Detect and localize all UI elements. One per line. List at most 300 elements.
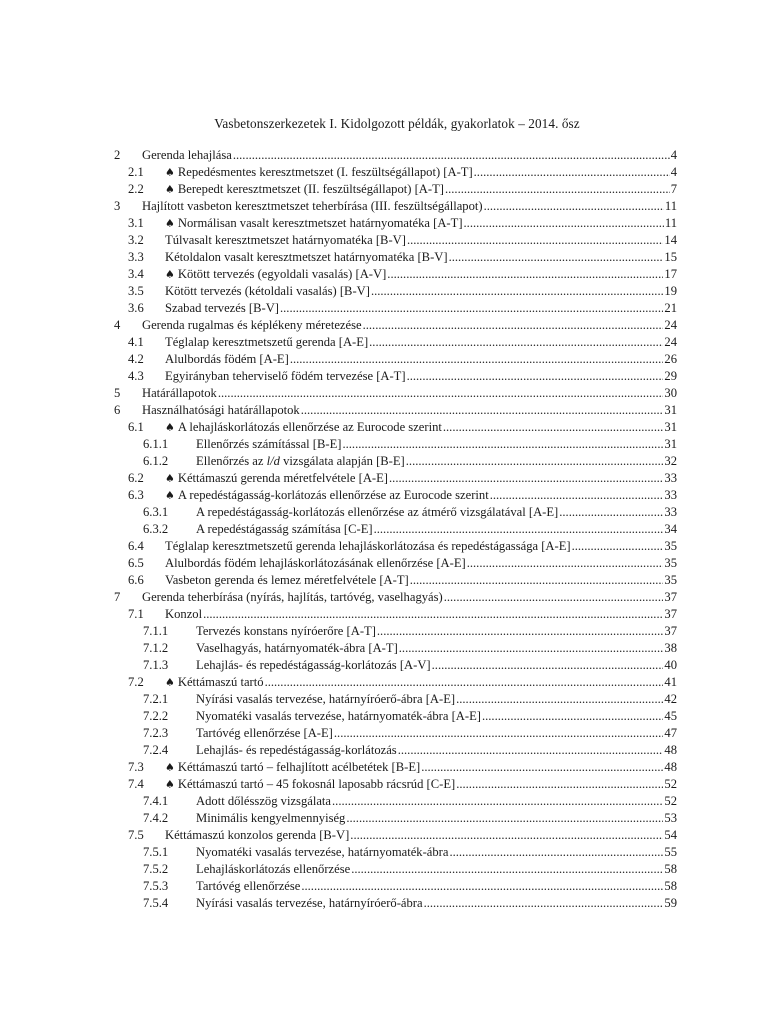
toc-entry[interactable]	[0, 742, 768, 759]
toc-entry-title-text: Alulbordás födém lehajláskorlátozásának ellenőrzése [A-E]	[165, 556, 466, 570]
toc-entry-body	[196, 742, 677, 759]
toc-entry[interactable]	[0, 266, 768, 283]
toc-entry-body	[196, 691, 677, 708]
toc-entry[interactable]	[0, 385, 768, 402]
toc-entry[interactable]	[0, 572, 768, 589]
toc-entry[interactable]	[0, 470, 768, 487]
toc-entry[interactable]	[0, 453, 768, 470]
toc-leader-dots	[406, 453, 664, 470]
toc-entry-title-text: Hajlított vasbeton keresztmetszet teherbírása (III. feszültségállapot)	[142, 199, 483, 213]
toc-leader-dots	[490, 487, 664, 504]
toc-entry-title-text: Vaselhagyás, határnyomaték-ábra [A-T]	[196, 641, 398, 655]
spade-icon: ♠	[165, 676, 175, 689]
toc-leader-dots	[443, 419, 664, 436]
toc-entry-number: 6.3	[128, 488, 144, 502]
toc-page-number: 33	[664, 488, 677, 502]
toc-entry-title-text: Egyirányban teherviselő födém tervezése [A-T]	[165, 369, 406, 383]
toc-leader-dots	[410, 572, 664, 589]
toc-entry[interactable]	[0, 198, 768, 215]
toc-entry-title-text: Lehajláskorlátozás ellenőrzése	[196, 862, 351, 876]
toc-entry-body	[142, 385, 677, 402]
toc-entry-body	[165, 674, 677, 691]
toc-entry[interactable]	[0, 708, 768, 725]
toc-entry[interactable]	[0, 861, 768, 878]
toc-page-number: 58	[664, 879, 677, 893]
toc-entry[interactable]	[0, 317, 768, 334]
toc-entry-number: 6.1.2	[143, 454, 169, 468]
toc-entry-body	[142, 147, 677, 164]
toc-entry-number: 7.3	[128, 760, 144, 774]
toc-leader-dots	[559, 504, 663, 521]
toc-leader-dots	[432, 657, 664, 674]
toc-leader-dots	[449, 249, 664, 266]
toc-entry-title-text: Szabad tervezés [B-V]	[165, 301, 279, 315]
toc-entry-body	[165, 419, 677, 436]
toc-leader-dots	[467, 555, 664, 572]
toc-leader-dots	[301, 402, 664, 419]
toc-entry-number: 6.1.1	[143, 437, 169, 451]
toc-page-number: 31	[664, 437, 677, 451]
toc-page-number: 54	[664, 828, 677, 842]
toc-page-number: 31	[664, 403, 677, 417]
toc-page-number: 52	[664, 777, 677, 791]
toc-entry-number: 2.2	[128, 182, 144, 196]
toc-entry-number: 3.5	[128, 284, 144, 298]
toc-entry-title	[142, 147, 232, 164]
toc-leader-dots	[474, 164, 670, 181]
toc-page-number: 14	[664, 233, 677, 247]
toc-entry-number: 6.5	[128, 556, 144, 570]
toc-page-number: 33	[664, 471, 677, 485]
toc-entry-body	[165, 215, 677, 232]
toc-leader-dots	[218, 385, 664, 402]
toc-entry-title-text: Berepedt keresztmetszet (II. feszültségállapot) [A-T]	[177, 182, 444, 196]
toc-entry-title	[196, 793, 331, 810]
toc-entry-title-text: Nyírási vasalás tervezése, határnyíróerő-ábra	[196, 896, 423, 910]
toc-entry-title	[165, 368, 406, 385]
toc-page-number: 32	[664, 454, 677, 468]
toc-page-number: 45	[664, 709, 677, 723]
toc-entry-title-text: Konzol	[165, 607, 203, 621]
toc-entry[interactable]	[0, 538, 768, 555]
toc-entry-title	[165, 419, 442, 436]
toc-entry-title-text: Kötött tervezés (kétoldali vasalás) [B-V]	[165, 284, 370, 298]
toc-leader-dots	[351, 861, 663, 878]
toc-leader-dots	[389, 470, 663, 487]
toc-leader-dots	[444, 589, 664, 606]
toc-entry-number: 7.1.3	[143, 658, 169, 672]
toc-leader-dots	[332, 793, 663, 810]
toc-entry-title-text: A lehajláskorlátozás ellenőrzése az Eurocode szerint	[177, 420, 442, 434]
toc-entry-body	[165, 759, 677, 776]
spade-icon: ♠	[165, 489, 175, 502]
toc-entry-body	[165, 164, 677, 181]
toc-entry-number: 4	[114, 318, 121, 332]
toc-entry-title	[165, 827, 349, 844]
spade-icon: ♠	[165, 421, 175, 434]
toc-entry-title-text: A repedéstágasság-korlátozás ellenőrzése az Eurocode szerint	[177, 488, 489, 502]
toc-entry[interactable]	[0, 249, 768, 266]
toc-entry-body	[165, 181, 677, 198]
toc-entry-number: 3.3	[128, 250, 144, 264]
toc-leader-dots	[377, 623, 664, 640]
toc-entry[interactable]	[0, 368, 768, 385]
toc-entry-body	[165, 776, 677, 793]
toc-entry-number: 6.3.2	[143, 522, 169, 536]
toc-entry-number: 7.2.1	[143, 692, 169, 706]
toc-entry-title	[142, 317, 362, 334]
toc-entry-number: 6	[114, 403, 121, 417]
toc-entry[interactable]	[0, 691, 768, 708]
toc-entry-body	[142, 589, 677, 606]
toc-entry[interactable]	[0, 759, 768, 776]
toc-entry-title	[196, 810, 345, 827]
toc-entry[interactable]	[0, 725, 768, 742]
toc-page-number: 48	[664, 760, 677, 774]
toc-page-number: 52	[664, 794, 677, 808]
toc-entry-number: 7.4.2	[143, 811, 169, 825]
toc-entry[interactable]	[0, 844, 768, 861]
toc-entry-body	[196, 861, 677, 878]
toc-entry-body	[196, 793, 677, 810]
toc-entry[interactable]	[0, 640, 768, 657]
toc-entry-body	[196, 521, 677, 538]
toc-leader-dots	[399, 640, 664, 657]
toc-entry-title-text: Alulbordás födém [A-E]	[165, 352, 289, 366]
toc-entry-body	[196, 878, 677, 895]
toc-leader-dots	[265, 674, 664, 691]
toc-leader-dots	[369, 334, 663, 351]
toc-page-number: 35	[664, 556, 677, 570]
toc-leader-dots	[456, 776, 663, 793]
toc-page-number: 38	[664, 641, 677, 655]
toc-entry-number: 2	[114, 148, 121, 162]
toc-leader-dots	[449, 844, 663, 861]
toc-page-number: 40	[664, 658, 677, 672]
toc-entry[interactable]	[0, 181, 768, 198]
toc-entry-title	[165, 249, 448, 266]
toc-entry-title-text: Nyomatéki vasalás tervezése, határnyomaték-ábra	[196, 845, 449, 859]
toc-entry[interactable]	[0, 657, 768, 674]
toc-entry-number: 4.3	[128, 369, 144, 383]
toc-entry-title-text: Tartóvég ellenőrzése [A-E]	[196, 726, 333, 740]
toc-entry-number: 7.5.3	[143, 879, 169, 893]
toc-entry-title	[165, 181, 444, 198]
toc-entry-title	[196, 878, 300, 895]
toc-entry-body	[165, 300, 677, 317]
toc-entry-number: 3.1	[128, 216, 144, 230]
toc-entry-body	[196, 657, 677, 674]
toc-entry-number: 7.5	[128, 828, 144, 842]
toc-page-number: 4	[670, 165, 677, 179]
toc-entry-title	[196, 436, 341, 453]
toc-entry-body	[142, 402, 677, 419]
toc-entry-title	[165, 300, 279, 317]
toc-entry-title	[165, 215, 463, 232]
toc-page-number: 31	[664, 420, 677, 434]
toc-entry-title	[165, 164, 473, 181]
toc-entry-title	[196, 742, 397, 759]
toc-entry-title	[165, 232, 406, 249]
toc-leader-dots	[342, 436, 663, 453]
toc-entry-number: 7.5.4	[143, 896, 169, 910]
toc-leader-dots	[387, 266, 663, 283]
toc-entry-title	[196, 453, 405, 470]
toc-page-number: 21	[664, 301, 677, 315]
toc-entry[interactable]	[0, 300, 768, 317]
toc-page-number: 24	[664, 335, 677, 349]
toc-entry[interactable]	[0, 232, 768, 249]
toc-page-number: 30	[664, 386, 677, 400]
toc-entry-title-text: Kétoldalon vasalt keresztmetszet határnyomatéka [B-V]	[165, 250, 448, 264]
toc-entry-title	[165, 538, 571, 555]
toc-entry[interactable]	[0, 215, 768, 232]
toc-entry[interactable]	[0, 436, 768, 453]
toc-page-number: 35	[664, 573, 677, 587]
toc-leader-dots	[445, 181, 670, 198]
toc-page-number: 59	[664, 896, 677, 910]
toc-entry-title-text: A repedéstágasság-korlátozás ellenőrzése az átmérő vizsgálatával [A-E]	[196, 505, 559, 519]
toc-entry-title-text: Határállapotok	[142, 386, 217, 400]
toc-entry-body	[196, 708, 677, 725]
toc-leader-dots	[233, 147, 670, 164]
toc-entry-title	[165, 572, 409, 589]
toc-entry-number: 7.4.1	[143, 794, 169, 808]
toc-entry-title-text: Kéttámaszú gerenda méretfelvétele [A-E]	[177, 471, 389, 485]
toc-entry[interactable]	[0, 419, 768, 436]
toc-entry[interactable]	[0, 283, 768, 300]
toc-entry[interactable]	[0, 674, 768, 691]
toc-leader-dots	[398, 742, 664, 759]
toc-entry-title	[165, 555, 466, 572]
toc-page-number: 58	[664, 862, 677, 876]
toc-entry-title-text: Normálisan vasalt keresztmetszet határnyomatéka [A-T]	[177, 216, 463, 230]
toc-entry[interactable]	[0, 606, 768, 623]
toc-leader-dots	[407, 368, 664, 385]
toc-entry-number: 2.1	[128, 165, 144, 179]
toc-leader-dots	[350, 827, 663, 844]
toc-page-number: 24	[664, 318, 677, 332]
toc-page-number: 11	[664, 199, 677, 213]
toc-entry-body	[165, 827, 677, 844]
toc-entry[interactable]	[0, 895, 768, 912]
toc-entry-title-text: Gerenda teherbírása (nyírás, hajlítás, tartóvég, vaselhagyás)	[142, 590, 443, 604]
toc-entry-number: 7.2.4	[143, 743, 169, 757]
toc-entry-body	[142, 198, 677, 215]
toc-entry-title-text: Túlvasalt keresztmetszet határnyomatéka [B-V]	[165, 233, 406, 247]
toc-entry-number: 7.5.2	[143, 862, 169, 876]
toc-entry-body	[196, 453, 677, 470]
toc-entry[interactable]	[0, 164, 768, 181]
toc-entry-number: 3.4	[128, 267, 144, 281]
toc-entry[interactable]	[0, 623, 768, 640]
toc-entry-title	[165, 759, 420, 776]
spade-icon: ♠	[165, 472, 175, 485]
toc-leader-dots	[363, 317, 664, 334]
toc-entry-title-text: Kéttámaszú tartó – 45 fokosnál laposabb rácsrúd [C-E]	[177, 777, 456, 791]
toc-page-number: 29	[664, 369, 677, 383]
toc-leader-dots	[572, 538, 664, 555]
toc-entry[interactable]	[0, 827, 768, 844]
toc-entry-number: 6.1	[128, 420, 144, 434]
toc-page-number: 37	[664, 590, 677, 604]
toc-entry-title	[196, 861, 350, 878]
toc-entry-number: 3.6	[128, 301, 144, 315]
toc-entry-title	[196, 657, 431, 674]
spade-icon: ♠	[165, 183, 175, 196]
toc-entry-title-text: Téglalap keresztmetszetű gerenda lehajláskorlátozása és repedéstágassága [A-E]	[165, 539, 571, 553]
toc-entry[interactable]	[0, 504, 768, 521]
toc-entry-number: 6.6	[128, 573, 144, 587]
toc-page-number: 17	[664, 267, 677, 281]
toc-entry-title	[196, 708, 481, 725]
toc-entry-body	[196, 504, 677, 521]
toc-entry-number: 7.1.2	[143, 641, 169, 655]
toc-entry-title	[196, 623, 376, 640]
toc-entry-number: 3	[114, 199, 121, 213]
toc-leader-dots	[346, 810, 663, 827]
toc-entry-title	[196, 725, 333, 742]
toc-entry-title	[196, 895, 423, 912]
toc-entry-title	[142, 402, 300, 419]
toc-entry-body	[196, 844, 677, 861]
toc-entry-title	[142, 589, 443, 606]
toc-entry-title-text: Lehajlás- és repedéstágasság-korlátozás [A-V]	[196, 658, 431, 672]
toc-entry-title	[165, 351, 289, 368]
toc-entry-title-text: Ellenőrzés az l/d vizsgálata alapján [B-E]	[196, 454, 405, 468]
toc-entry-title-text: Használhatósági határállapotok	[142, 403, 300, 417]
toc-page-number: 53	[664, 811, 677, 825]
toc-entry[interactable]	[0, 334, 768, 351]
toc-page-number: 34	[664, 522, 677, 536]
toc-page-number: 37	[664, 607, 677, 621]
toc-entry-title-text: Téglalap keresztmetszetű gerenda [A-E]	[165, 335, 369, 349]
toc-page-number: 41	[664, 675, 677, 689]
toc-entry-body	[196, 725, 677, 742]
toc-entry-title	[165, 487, 489, 504]
toc-entry-body	[165, 334, 677, 351]
spade-icon: ♠	[165, 217, 175, 230]
toc-entry-body	[165, 351, 677, 368]
toc-entry-title	[165, 470, 388, 487]
toc-entry-title-text: Tartóvég ellenőrzése	[196, 879, 301, 893]
toc-entry-title	[196, 640, 398, 657]
toc-entry-title-text: Nyírási vasalás tervezése, határnyíróerő-ábra [A-E]	[196, 692, 456, 706]
toc-entry-body	[165, 283, 677, 300]
toc-entry[interactable]	[0, 351, 768, 368]
toc-leader-dots	[424, 895, 664, 912]
toc-entry-title	[165, 283, 370, 300]
toc-entry-body	[165, 555, 677, 572]
toc-entry-body	[165, 538, 677, 555]
toc-entry-title	[196, 521, 373, 538]
toc-entry[interactable]	[0, 521, 768, 538]
toc-page-number: 42	[664, 692, 677, 706]
toc-page-number: 15	[664, 250, 677, 264]
toc-entry[interactable]	[0, 810, 768, 827]
toc-entry-title-text: Tervezés konstans nyíróerőre [A-T]	[196, 624, 376, 638]
toc-leader-dots	[334, 725, 664, 742]
table-of-contents	[0, 147, 768, 912]
toc-entry-title-text: Kéttámaszú konzolos gerenda [B-V]	[165, 828, 350, 842]
toc-entry[interactable]	[0, 776, 768, 793]
toc-entry-title-text: A repedéstágasság számítása [C-E]	[196, 522, 373, 536]
toc-entry-number: 7	[114, 590, 121, 604]
toc-entry-body	[196, 640, 677, 657]
toc-entry-title-text: Adott dőlésszög vizsgálata	[196, 794, 332, 808]
toc-page-number: 19	[664, 284, 677, 298]
toc-entry-body	[165, 606, 677, 623]
toc-entry-number: 6.4	[128, 539, 144, 553]
toc-entry-title-text: Kötött tervezés (egyoldali vasalás) [A-V]	[177, 267, 387, 281]
toc-entry-number: 4.2	[128, 352, 144, 366]
toc-entry-body	[196, 436, 677, 453]
toc-leader-dots	[407, 232, 663, 249]
toc-entry-body	[165, 232, 677, 249]
toc-page-number: 11	[664, 216, 677, 230]
toc-entry[interactable]	[0, 589, 768, 606]
toc-entry[interactable]	[0, 402, 768, 419]
toc-entry[interactable]	[0, 793, 768, 810]
toc-page-number: 7	[670, 182, 677, 196]
toc-entry[interactable]	[0, 487, 768, 504]
toc-page-number: 48	[664, 743, 677, 757]
toc-entry-body	[165, 368, 677, 385]
toc-entry-title-text: Lehajlás- és repedéstágasság-korlátozás	[196, 743, 397, 757]
toc-page-number: 37	[664, 624, 677, 638]
toc-leader-dots	[280, 300, 663, 317]
toc-entry-number: 6.2	[128, 471, 144, 485]
toc-entry-number: 7.4	[128, 777, 144, 791]
toc-entry-title-text: Gerenda rugalmas és képlékeny méretezése	[142, 318, 362, 332]
toc-entry-title	[165, 606, 202, 623]
toc-entry[interactable]	[0, 878, 768, 895]
toc-entry-number: 7.1.1	[143, 624, 169, 638]
toc-page-number: 26	[664, 352, 677, 366]
toc-entry-body	[196, 895, 677, 912]
toc-entry-title-text: Kéttámaszú tartó – felhajlított acélbetétek [B-E]	[177, 760, 421, 774]
spade-icon: ♠	[165, 778, 175, 791]
toc-entry-title	[165, 334, 368, 351]
toc-leader-dots	[290, 351, 664, 368]
toc-entry-title	[196, 691, 455, 708]
toc-leader-dots	[301, 878, 663, 895]
document-title: Vasbetonszerkezetek I. Kidolgozott példák, gyakorlatok – 2014. ősz	[214, 116, 580, 131]
toc-leader-dots	[421, 759, 663, 776]
toc-leader-dots	[203, 606, 663, 623]
toc-page-number: 4	[670, 148, 677, 162]
toc-page-number: 55	[664, 845, 677, 859]
toc-leader-dots	[371, 283, 663, 300]
toc-entry-body	[165, 572, 677, 589]
toc-entry-body	[165, 487, 677, 504]
toc-entry[interactable]	[0, 147, 768, 164]
toc-entry-body	[142, 317, 677, 334]
toc-entry-number: 4.1	[128, 335, 144, 349]
toc-entry-number: 7.2.3	[143, 726, 169, 740]
toc-entry-title	[165, 674, 264, 691]
toc-leader-dots	[484, 198, 664, 215]
toc-entry-title	[165, 266, 386, 283]
toc-entry-title-text: Vasbeton gerenda és lemez méretfelvétele [A-T]	[165, 573, 409, 587]
toc-leader-dots	[464, 215, 664, 232]
toc-entry-body	[165, 470, 677, 487]
toc-entry-title-text: Repedésmentes keresztmetszet (I. feszültségállapot) [A-T]	[177, 165, 473, 179]
toc-entry-title	[142, 385, 217, 402]
toc-leader-dots	[456, 691, 663, 708]
toc-entry[interactable]	[0, 555, 768, 572]
toc-leader-dots	[482, 708, 663, 725]
